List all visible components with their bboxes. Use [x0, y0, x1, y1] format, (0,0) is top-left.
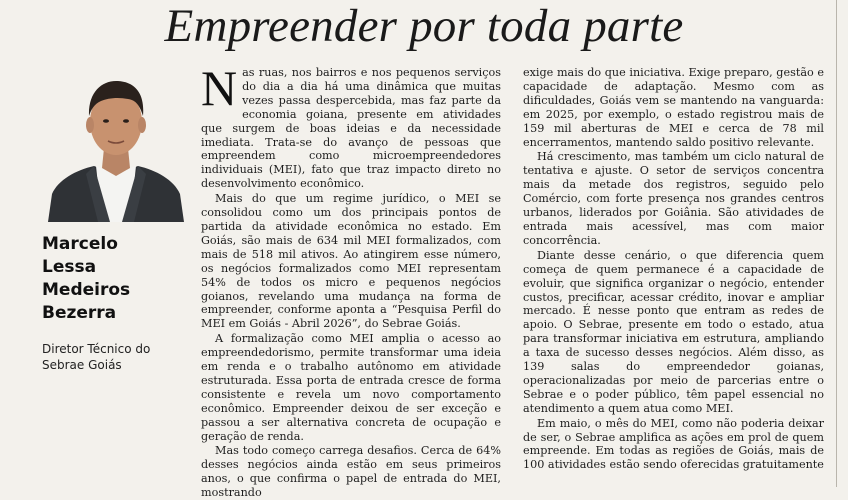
paragraph-text: as ruas, nos bairros e nos pequenos serviços do dia a dia há uma dinâmica que muitas vezes passa despercebida, mas faz parte da economia goiana, presente em atividades que surgem de boas ideias e da necessidade imediata. Trata-se do avanço de pessoas que empreendem como microempreendedores individuais (MEI), fato que traz impacto direto no desenvolvimento econômico. — [201, 66, 501, 191]
author-photo — [46, 70, 186, 222]
author-name-line: Bezerra — [42, 303, 117, 323]
author-role — [42, 341, 202, 373]
paragraph: exige mais do que iniciativa. Exige preparo, gestão e capacidade de adaptação. Mesmo com as dificuldades, Goiás vem se mantendo na vanguarda: em 2025, por exemplo, o estado registrou mais de 159 mil aberturas de MEI e cerca de 78 mil encerramentos, mantendo saldo positivo relevante. — [523, 66, 824, 149]
paragraph: Há crescimento, mas também um ciclo natural de tentativa e ajuste. O setor de serviços concentra mais da metade dos registros, seguido pelo Comércio, com forte presença nos grandes centros urbanos, liderados por Goiânia. São atividades de entrada mais acessível, mas com maior concorrência. — [523, 150, 824, 247]
drop-cap: N — [201, 60, 238, 116]
paragraph: Diante desse cenário, o que diferencia quem começa de quem permanece é a capacidade de evoluir, que significa organizar o negócio, entender custos, precificar, acessar crédito, inovar e ampliar mercado. É nesse ponto que entram as redes de apoio. O Sebrae, presente em todo o estado, atua para transformar iniciativa em estrutura, ampliando a taxa de sucesso desses negócios. Além disso, as 139 salas do empreendedor goianas, operacionalizadas por meio de parcerias entre o Sebrae e o poder público, têm papel essencial no atendimento a quem atua como MEI. — [523, 248, 824, 415]
article-headline: Empreender por toda parte — [164, 0, 684, 52]
paragraph: A formalização como MEI amplia o acesso ao empreendedorismo, permite transformar uma ideia em renda e o trabalho autônomo em atividade estruturada. Essa porta de entrada cresce de forma consistente e revela um novo comportamento econômico. Empreender deixou de ser exceção e passou a ser alternativa concreta de ocupação e geração de renda. — [201, 332, 501, 443]
paragraph: Mais do que um regime jurídico, o MEI se consolidou como um dos principais pontos de partida da atividade econômica no estado. Em Goiás, são mais de 634 mil MEI formalizados, com mais de 518 mil ativos. Ao atingirem esse número, os negócios formalizados como MEI representam 54% de todos os micro e pequenos negócios goianos, revelando uma mudança na forma de empreender, conforme aponta a “Pesquisa Perfil do MEI em Goiás - Abril 2026”, do Sebrae Goiás. — [201, 192, 501, 331]
article-column-1 — [201, 60, 501, 500]
article-column-2 — [523, 66, 824, 487]
author-name-line: Lessa — [42, 257, 97, 277]
page-edge-rule — [836, 0, 837, 487]
paragraph: Em maio, o mês do MEI, como não poderia deixar de ser, o Sebrae amplifica as ações em prol de quem empreende. Em todas as regiões de Goiás, mais de 100 atividades estão sendo oferecidas gratuitamente — [523, 416, 824, 472]
paragraph: Mas todo começo carrega desafios. Cerca de 64% desses negócios ainda estão em seus primeiros anos, o que confirma o papel de entrada do MEI, mostrando — [201, 444, 501, 500]
author-name-line: Marcelo — [42, 234, 118, 254]
author-name — [42, 233, 192, 325]
paragraph — [201, 60, 501, 191]
author-role-line: Diretor Técnico do — [42, 342, 151, 356]
author-role-line: Sebrae Goiás — [42, 358, 122, 372]
author-name-line: Medeiros — [42, 280, 131, 300]
